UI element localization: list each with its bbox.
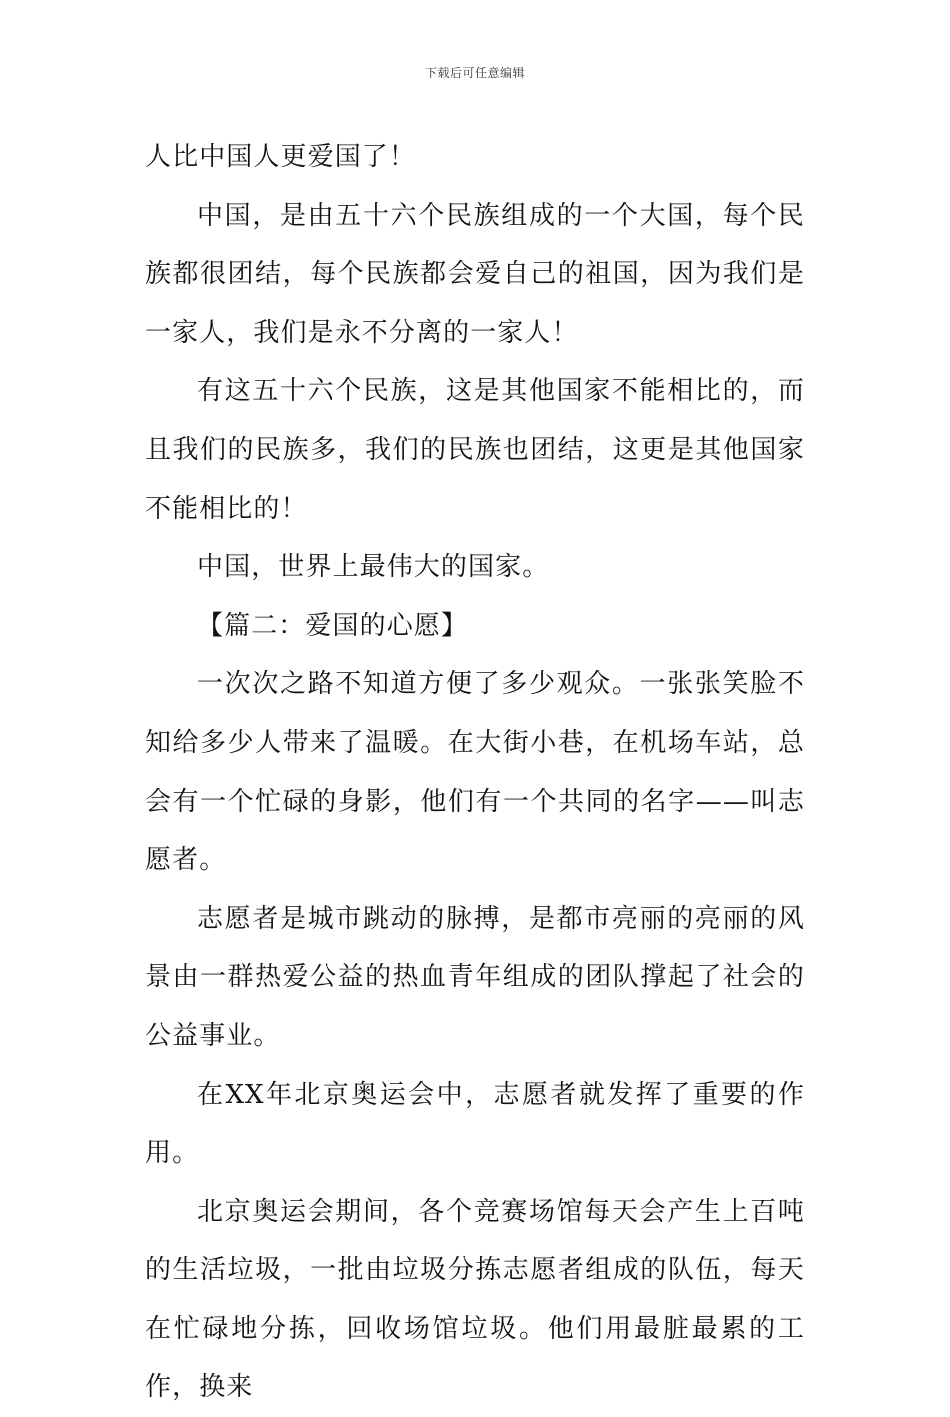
section-heading: 【篇二：爱国的心愿】 xyxy=(197,610,469,641)
paragraph: 志愿者是城市跳动的脉搏，是都市亮丽的亮丽的风景由一群热爱公益的热血青年组成的团队撑起了社会的公益事业。 xyxy=(145,903,805,1051)
document-body xyxy=(145,128,805,1417)
paragraph: 一次次之路不知道方便了多少观众。一张张笑脸不知给多少人带来了温暖。在大街小巷，在机场车站，总会有一个忙碌的身影，他们有一个共同的名字——叫志愿者。 xyxy=(145,669,805,876)
paragraph: 在XX年北京奥运会中，志愿者就发挥了重要的作用。 xyxy=(145,1079,805,1169)
paragraph: 有这五十六个民族，这是其他国家不能相比的，而且我们的民族多，我们的民族也团结，这更是其他国家不能相比的！ xyxy=(145,376,805,524)
paragraph: 北京奥运会期间，各个竞赛场馆每天会产生上百吨的生活垃圾，一批由垃圾分拣志愿者组成的队伍，每天在忙碌地分拣，回收场馆垃圾。他们用最脏最累的工作，换来 xyxy=(145,1196,805,1403)
paragraph: 中国，世界上最伟大的国家。 xyxy=(197,552,550,583)
page-header-note: 下载后可任意编辑 xyxy=(424,66,525,80)
paragraph: 中国，是由五十六个民族组成的一个大国，每个民族都很团结，每个民族都会爱自己的祖国，因为我们是一家人，我们是永不分离的一家人！ xyxy=(145,200,805,348)
paragraph: 人比中国人更爱国了！ xyxy=(145,142,417,172)
